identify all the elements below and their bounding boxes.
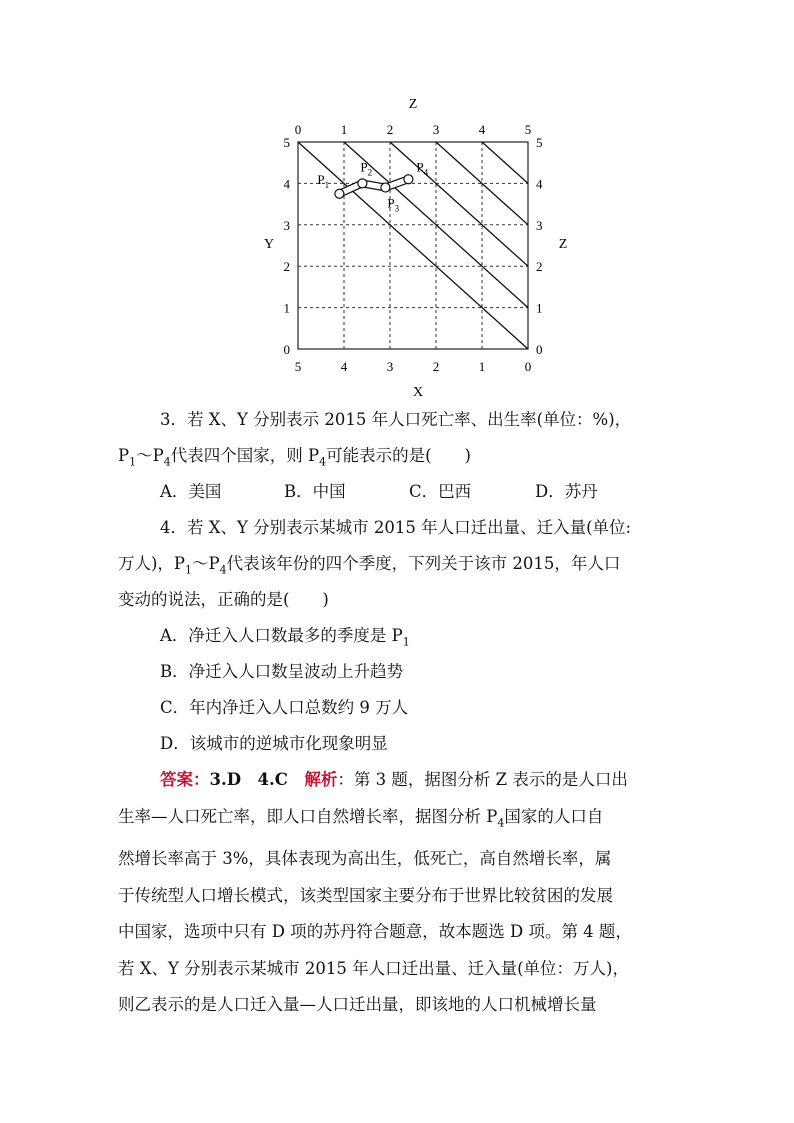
axis-label-left: Y (263, 237, 275, 252)
answer-row-5: 中国家，选项中只有 D 项的苏丹符合题意，故本题选 D 项。第 4 题， (118, 922, 632, 942)
diagonal-lines (298, 142, 528, 349)
tick-bottom: 5 (294, 359, 302, 374)
answer-row-2: 生率—人口死亡率，即人口自然增长率，据图分析 $P_4$国家的人口自 (118, 806, 604, 829)
tick-left: 0 (283, 342, 290, 357)
tick-top: 1 (340, 122, 348, 137)
answer-row-7: 则乙表示的是人口迁入量—人口迁出量，即该地的人口机械增长量 (118, 995, 597, 1015)
diagram-svg (255, 88, 585, 398)
answer-row-3: 然增长率高于 3%，具体表现为高出生，低死亡，高自然增长率，属 (118, 849, 612, 869)
axis-label-bottom: X (412, 385, 424, 398)
answer-row-1: 答案：3.D 4.C 解析：第 3 题，据图分析 Z 表示的是人口出 (160, 770, 628, 789)
analysis-label: 解析 (304, 770, 338, 789)
q3-option-a: A．美国 (160, 482, 222, 501)
tick-left: 3 (283, 217, 290, 233)
tick-left: 5 (283, 135, 290, 150)
tick-top: 4 (478, 122, 486, 137)
point-label-p1: $P_1$ (317, 171, 330, 190)
axis-label-top: Z (408, 97, 418, 112)
tick-left: 1 (283, 300, 290, 316)
tick-bottom: 0 (524, 359, 532, 374)
answer-row-6: 若 X、Y 分别表示某城市 2015 年人口迁出量、迁入量(单位：万人)， (118, 958, 629, 978)
tick-top: 0 (294, 122, 302, 137)
q4-option-a: A．净迁入人口数最多的季度是 $P_1$ (160, 626, 410, 649)
q4-stem-line3: 变动的说法，正确的是( ) (118, 590, 329, 609)
tick-right: 4 (536, 176, 543, 192)
point-label-p4: $P_4$ (416, 159, 429, 178)
answer-values: 3.D 4.C (209, 770, 288, 789)
point-marker-p4 (404, 175, 413, 184)
answer-label: 答案： (160, 770, 210, 789)
diagonal-line (390, 142, 528, 266)
q3-option-c: C．巴西 (409, 482, 472, 501)
tick-labels (284, 122, 544, 374)
point-marker-p3 (381, 183, 390, 192)
tick-top: 3 (432, 122, 440, 137)
q4-option-d: D．该城市的逆城市化现象明显 (160, 734, 388, 753)
tick-right: 2 (536, 259, 543, 275)
answer-row-4: 于传统型人口增长模式，该类型国家主要分布于世界比较贫困的发展 (118, 885, 613, 905)
tick-left: 4 (283, 176, 290, 192)
q3-option-d: D．苏丹 (535, 482, 598, 501)
tick-bottom: 4 (340, 359, 348, 374)
tick-right: 3 (536, 217, 543, 233)
diagonal-main (298, 142, 528, 349)
answer-block (118, 762, 674, 1024)
tick-left: 2 (283, 259, 290, 275)
axis-label-right: Z (558, 237, 568, 252)
tick-bottom: 2 (432, 359, 440, 374)
q4-stem-line1: 4．若 X、Y 分别表示某城市 2015 年人口迁出量、迁入量(单位: (160, 518, 632, 537)
q3-stem-line2: $P_1\sim P_4$代表四个国家，则 $P_4$可能表示的是( ) (118, 446, 471, 469)
tick-right: 1 (536, 300, 543, 316)
q3-options (160, 479, 598, 505)
tick-bottom: 3 (386, 359, 394, 374)
tick-right: 0 (536, 342, 543, 357)
diagonal-line (482, 142, 528, 183)
tick-top: 5 (524, 122, 532, 137)
point-label-p3: $P_3$ (387, 195, 400, 214)
q3-option-b: B．中国 (284, 482, 346, 501)
q3-stem-line1: 3．若 X、Y 分别表示 2015 年人口死亡率、出生率(单位：%)， (160, 410, 632, 429)
q4-option-c: C．年内净迁入人口总数约 9 万人 (160, 698, 409, 717)
q4-stem-line2: 万人)，$P_1\sim P_4$代表该年份的四个季度，下列关于该市 2015，年人口 (118, 554, 621, 577)
tick-bottom: 1 (478, 359, 486, 374)
ternary-diagram (255, 88, 585, 398)
tick-top: 2 (386, 122, 394, 137)
tick-right: 5 (536, 135, 543, 150)
point-label-p2: $P_2$ (360, 159, 373, 178)
point-marker-p1 (335, 189, 344, 198)
q4-option-b: B．净迁入人口数呈波动上升趋势 (160, 662, 404, 681)
point-marker-p2 (358, 179, 367, 188)
